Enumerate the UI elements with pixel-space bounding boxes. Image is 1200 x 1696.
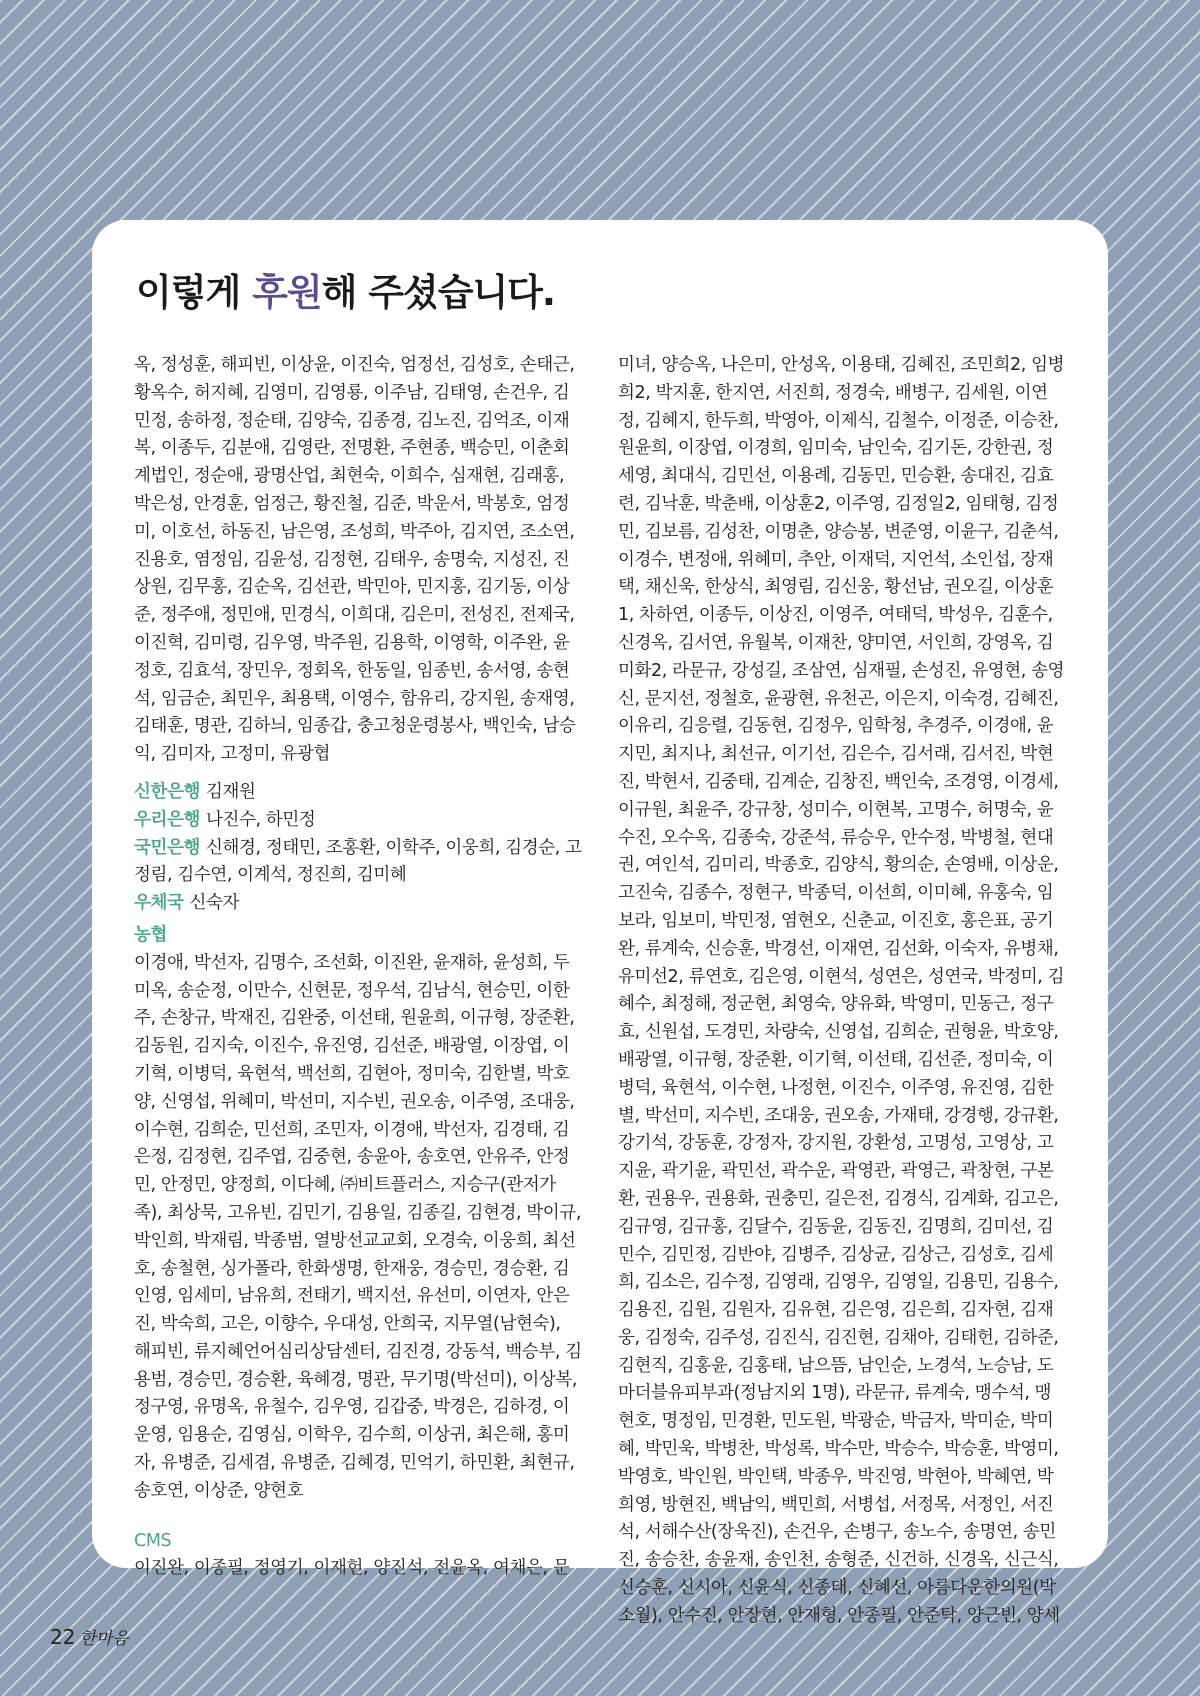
nh-label: 농협 [134,924,168,945]
title-after: 해 주셨습니다. [321,271,555,314]
donor-list-continued: 미녀, 양승옥, 나은미, 안성옥, 이용태, 김혜진, 조민희2, 임병희2, 박지훈, 한지연, 서진희, 정경숙, 배병구, 김세원, 이연정, 김혜지, 한두희, 박영아, 이제식, 김철수, 이정준, 이승찬, 원윤희, 이장엽, 이경희, 임미숙, 남인숙, 김기돈, 강한권, 정세영, 최대식, 김민선, 이용례, 김동민, 민승환, 송대진, 김효련, 김낙훈, 박춘배, 이상훈2, 이주영, 김정일2, 임태형, 김정민, 김보름, 김성찬, 이명춘, 양승봉, 변준영, 이윤구, 김춘석, 이경수, 변정애, 위혜미, 추안, 이재덕, 지언석, 소인섭, 장재택, 채신욱, 한상식, 최영림, 김신웅, 황선남, 권오길, 이상훈1, 차하연, 이종두, 이상진, 이영주, 여태덕, 박성우, 김훈수, 신경옥, 김서연, 유월복, 이재찬, 양미연, 서인희, 강영옥, 김미화2, 라문규, 강성길, 조삼연, 심재필, 손성진, 유영현, 송영신, 문지선, 정철호, 윤광현, 유천곤, 이은지, 이숙경, 김혜진, 이유리, 김응렬, 김동현, 김정우, 임학청, 추경주, 이경애, 윤지민, 최지나, 최선규, 이기선, 김은수, 김서래, 김서진, 박현진, 박현서, 김중태, 김계순, 김창진, 백인숙, 조경영, 이경세, 이규원, 최윤주, 강규창, 성미수, 이현복, 고명수, 허명숙, 윤수진, 오수옥, 김종숙, 강준석, 류승우, 안수정, 박병철, 현대권, 여인석, 김미리, 박종호, 김양식, 황의순, 손영배, 이상운, 고진숙, 김종수, 정현구, 박종덕, 이선희, 이미혜, 유홍숙, 임보라, 임보미, 박민정, 염현오, 신춘교, 이진호, 홍은표, 공기완, 류계숙, 신승훈, 박경선, 이재연, 김선화, 이숙자, 유병채, 유미선2, 류연호, 김은영, 이현석, 성연은, 성연국, 박정미, 김혜수, 최정해, 정군현, 최영숙, 양유화, 박영미, 민동근, 정구효, 신원섭, 도경민, 차량숙, 신영섭, 김희순, 권형윤, 박호양, 배광열, 이규형, 장준환, 이기혁, 이선태, 김선준, 정미숙, 이병덕, 육현석, 이수현, 나정현, 이진수, 이주영, 유진영, 김한별, 박선미, 지수빈, 조대웅, 권오송, 가재태, 강경행, 강규환, 강기석, 강동훈, 강정자, 강지원, 강환성, 고명성, 고영상, 고지윤, 곽기윤, 곽민선, 곽수운, 곽영관, 곽영근, 곽창현, 구본환, 권용우, 권용화, 권충민, 길은전, 김경식, 김계화, 김고은, 김규영, 김규홍, 김달수, 김동윤, 김동진, 김명희, 김미선, 김민수, 김민정, 김반야, 김병주, 김상균, 김상근, 김성호, 김세희, 김소은, 김수정, 김영래, 김영우, 김영일, 김용민, 김용수, 김용진, 김원, 김원자, 김유현, 김은영, 김은희, 김자현, 김재웅, 김정숙, 김주성, 김진식, 김진현, 김채아, 김태헌, 김하준, 김현직, 김홍윤, 김홍태, 남으뜸, 남인순, 노경석, 노승남, 도마더블유피부과(정남지외 1명), 라문규, 류계숙, 맹수석, 맹현호, 명정임, 민경환, 민도원, 박광순, 박금자, 박미순, 박미혜, 박민욱, 박병찬, 박성록, 박수만, 박승수, 박승훈, 박영미, 박영호, 박인원, 박인택, 박종우, 박진영, 박현아, 박혜연, 박희영, 방현진, 백남익, 백민희, 서병섭, 서정목, 서정인, 서진석, 서해수산(장욱진), 손건우, 손병구, 송노수, 송명연, 송민진, 송승찬, 송윤재, 송인천, 송형준, 신건하, 신경옥, 신근식, 신승훈, 신시아, 신윤식, 신종태, 신혜선, 아름다운한의원(박소월), 안수진, 안장현, 안재형, 안종필, 안준탁, 양근빈, 양세 [618,355,1065,1626]
post-label: 우체국 [134,893,184,914]
nh-names: 이경애, 박선자, 김명수, 조선화, 이진완, 윤재하, 윤성희, 두미옥, 송순정, 이만수, 신현문, 정우석, 김남식, 현승민, 이한주, 손창규, 박재진, 김완중, 이선태, 원윤희, 이규형, 장준환, 김동원, 김지숙, 이진수, 유진영, 김선준, 배광열, 이장엽, 이기혁, 이병덕, 육현석, 백선희, 김현아, 정미숙, 김한별, 박호양, 신영섭, 위혜미, 박선미, 지수빈, 권오송, 이주영, 조대웅, 이수현, 김희순, 민선희, 조민자, 이경애, 박선자, 김경태, 김은정, 김정현, 김주엽, 김중현, 송윤아, 송호연, 안유주, 안정민, 안정민, 양정희, 이다혜, ㈜비트플러스, 지승구(관저가족), 최상묵, 고유빈, 김민기, 김용일, 김종길, 김현경, 박이규, 박인희, 박재림, 박종범, 열방선교교회, 오경숙, 이웅희, 최선호, 송철현, 싱가폴라, 한화생명, 한재웅, 경승민, 경승환, 김인영, 임세미, 남유희, 전태기, 백지선, 유선미, 이연자, 안은진, 박숙희, 고은, 이향수, 우대성, 안희국, 지무열(남현숙), 해피빈, 류지혜언어심리상담센터, 김진경, 강동석, 백승부, 김용범, 경승민, 경승환, 육혜경, 명관, 무기명(박선미), 이상복, 정구영, 유명옥, 유철수, 김우영, 김갑중, 박경은, 김하경, 이운영, 임용순, 김영심, 이학우, 김수희, 이상귀, 최은해, 홍미자, 유병준, 김세겸, 유병준, 김혜경, 민억기, 하민환, 최현규, 송호연, 이상준, 양현호 [134,952,582,1501]
shinhan-group [134,779,582,807]
title-highlight: 후원 [252,271,322,314]
post-group [134,890,582,918]
right-column [618,352,1066,1631]
cms-label: CMS [134,1530,172,1551]
page-number: 22 [50,1625,76,1649]
nh-group [134,922,582,1506]
cms-names: 이진완, 이종필, 정영기, 이재헌, 양진석, 전윤옥, 여채은, 문 [134,1558,570,1579]
page-title [136,262,555,316]
post-names: 신숙자 [189,893,240,914]
kookmin-label: 국민은행 [134,837,201,858]
kookmin-group [134,835,582,891]
donor-list-intro: 옥, 정성훈, 해피빈, 이상윤, 이진숙, 엄정선, 김성호, 손태근, 황옥수, 허지혜, 김영미, 김영룡, 이주남, 김태영, 손건우, 김민정, 송하정, 정순태, 김양숙, 김종경, 김노진, 김억조, 이재복, 이종두, 김분애, 김영란, 전명환, 주현종, 백승민, 이춘회계법인, 정순애, 광명산업, 최현숙, 이희수, 심재현, 김래홍, 박은성, 안경훈, 엄정근, 황진철, 김준, 박운서, 박봉호, 엄정미, 이호선, 하동진, 남은영, 조성희, 박주아, 김지연, 조소연, 진용호, 염정임, 김윤성, 김정현, 김태우, 송명숙, 지성진, 진상원, 김무홍, 김순옥, 김선관, 박민아, 민지홍, 김기동, 이상준, 정주애, 정민애, 민경식, 이희대, 김은미, 전성진, 전제국, 이진혁, 김미령, 김우영, 박주원, 김용학, 이영학, 이주완, 윤정호, 김효석, 장민우, 정회옥, 한동일, 임종빈, 송서영, 송현석, 임금순, 최민우, 최용택, 이영수, 함유리, 강지원, 송재영, 김태훈, 명관, 김하늬, 임종갑, 충고청운령봉사, 백인숙, 남승익, 김미자, 고정미, 유광협 [134,355,576,765]
magazine-logo: 한마음 [79,1629,129,1649]
cms-group [134,1528,582,1584]
page-footer [50,1624,129,1649]
shinhan-label: 신한은행 [134,781,201,802]
woori-names: 나진수, 하민정 [206,809,316,830]
woori-label: 우리은행 [134,809,201,830]
left-column [134,352,582,1583]
title-before: 이렇게 [136,271,253,314]
shinhan-names: 김재원 [206,781,256,802]
woori-group [134,807,582,835]
kookmin-names: 신해경, 정태민, 조홍환, 이학주, 이웅희, 김경순, 고정림, 김수연, 이계석, 정진희, 김미혜 [134,837,582,886]
